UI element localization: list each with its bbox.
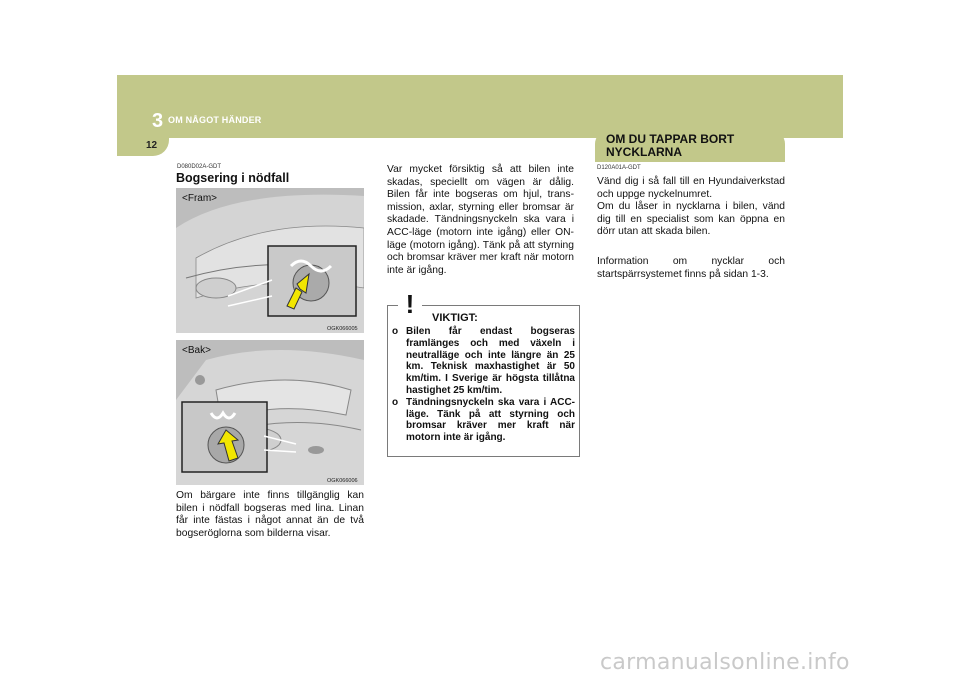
right-section-heading: OM DU TAPPAR BORT NYCKLARNA [606, 132, 735, 159]
warning-item: o Tändningsnyckeln ska vara i ACC-läge. Tänk på att styrning och bromsar kräver mer kraft när motorn inte är igång. [392, 396, 575, 444]
watermark: carmanualsonline.info [600, 650, 850, 675]
right-body-3: Information om nycklar och startspärrsystemet finns på sidan 1-3. [597, 256, 785, 280]
header-band [117, 75, 843, 138]
section-code: D080D02A-GDT [177, 164, 222, 170]
warning-item: o Bilen får endast bogseras framlänges och med växeln i neutralläge och inte längre än 25 km. Teknisk maxhastighet är 50 km/tim. I Sverige är högsta tillåtna hastighet 25 km/tim. [392, 326, 575, 396]
front-photo-code: OGK066005 [327, 326, 358, 332]
rear-photo-label: <Bak> [182, 345, 211, 356]
rear-tow-photo [176, 340, 364, 485]
page-number-tab [117, 138, 169, 156]
front-car-illustration [176, 188, 364, 333]
exclamation-icon [390, 288, 430, 316]
right-body-1: Vänd dig i så fall till en Hyundaiverkstad och uppge nyckelnumret. [597, 176, 785, 200]
front-tow-photo [176, 188, 364, 333]
right-section-code: D120A01A-GDT [597, 165, 641, 171]
rear-car-illustration [176, 340, 364, 485]
chapter-number: 3 [152, 110, 164, 132]
page-number: 12 [146, 140, 158, 151]
front-photo-label: <Fram> [182, 193, 218, 204]
warning-title: VIKTIGT: [432, 312, 478, 324]
rear-photo-code: OGK066006 [327, 478, 358, 484]
svg-text:!: ! [405, 289, 415, 316]
left-body-text: Om bärgare inte finns tillgänglig kan bilen i nödfall bogseras med lina. Linan får inte fästas i något annat än de två bogseröglorna som bilderna visar. [176, 490, 364, 539]
section-heading: Bogsering i nödfall [176, 171, 290, 185]
middle-body-text: Var mycket försiktig så att bilen inte skadas, speciellt om vägen är dålig. Bilen får inte bogseras om hjul, transmission, axlar, styrning eller bromsar är skadade. Tändningsnyckeln ska vara i ACC-läge (motorn inte igång) eller ON-läge (motorn igång). Tänk på att styrning och bromsar kräver mer kraft när motorn inte är igång. [387, 164, 574, 276]
chapter-title: OM NÅGOT HÄNDER [168, 115, 262, 125]
right-body-2: Om du låser in nycklarna i bilen, vänd dig till en specialist som kan öppna en dörr utan att skada bilen. [597, 201, 785, 238]
warning-list [392, 326, 575, 444]
